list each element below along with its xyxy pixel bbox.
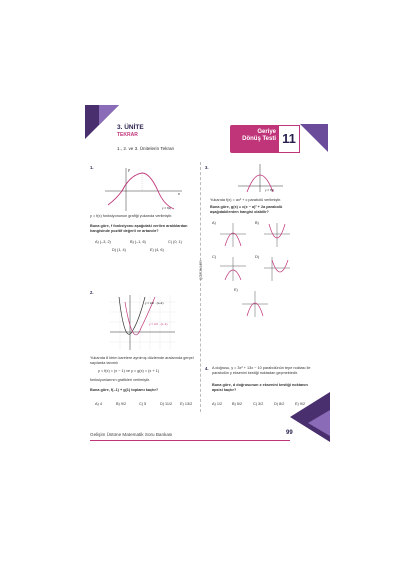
q3-option-c-graph — [218, 256, 248, 282]
topic-line: 1., 2. ve 3. Ünitelerin Tekrarı — [117, 146, 175, 151]
q3-option-a-graph — [218, 222, 248, 248]
q2-option-c[interactable]: C) 5 — [139, 402, 147, 406]
q1-option-e[interactable]: E) (4, 6) — [150, 248, 164, 252]
q4-option-c[interactable]: C) 3/2 — [253, 402, 264, 406]
badge-number: 11 — [278, 125, 300, 153]
q3-option-e-graph — [240, 290, 270, 318]
q4-question: Buna göre, d doğrusunun x eksenini kestiği noktanın apsisi kaçtır? — [212, 383, 308, 392]
q3-option-e[interactable]: E) — [234, 288, 238, 292]
footer-rule — [90, 440, 290, 441]
unit-subtitle: TEKRAR — [117, 132, 138, 138]
q2-option-d[interactable]: D) 11/2 — [160, 402, 173, 406]
q3-option-d-graph — [262, 256, 292, 282]
q4-number: 4. — [205, 366, 209, 371]
q3-option-a[interactable]: A) — [212, 221, 216, 225]
q3-fn-label: y = f(x) — [265, 188, 275, 192]
q1-caption: y = f(x) fonksiyonunun grafiği yukarıda verilmiştir. — [90, 214, 173, 218]
q3-option-c[interactable]: C) — [212, 255, 217, 259]
q3-question: Buna göre, g(x) = c(x − a)² + 2a parabolü aşağıdakilerden hangisi olabilir? — [210, 205, 283, 214]
q2-graph — [105, 292, 180, 352]
vertical-brand: ÇÖZÜMLER — [199, 260, 203, 280]
q1-y-label: y — [128, 168, 130, 172]
q1-option-b[interactable]: B) (–1, 6) — [130, 240, 146, 244]
q2-line2-label: y = x/2 · (x−1) — [149, 322, 168, 326]
q2-equation: y = f(x) = (x − 1) ve y = g(x) = (x + 1) — [98, 369, 159, 373]
q1-number: 1. — [90, 165, 94, 170]
top-right-decoration — [300, 118, 330, 158]
unit-title: 3. ÜNİTE — [117, 124, 144, 131]
q2-option-a[interactable]: A) 4 — [95, 402, 102, 406]
book-title: Gelişim Üstüne Matematik Soru Bankası — [90, 432, 173, 437]
q2-caption2: fonksiyonlarının grafikleri verilmiştir. — [90, 378, 150, 382]
q3-caption: Yukarıda f(x) = ax² + c parabolü verilmiştir. — [210, 198, 282, 202]
q3-option-b[interactable]: B) — [255, 221, 259, 225]
q3-number: 3. — [205, 165, 209, 170]
q2-number: 2. — [90, 290, 94, 295]
q2-line1-label: y = x/2 · (x+1) — [145, 301, 164, 305]
q4-option-a[interactable]: A) 1/2 — [212, 402, 223, 406]
q1-option-c[interactable]: C) (0, 1) — [168, 240, 182, 244]
q4-text: A doğrusu, y = 3x² + 13x − 10 parabolünün tepe noktası ile parabolün y eksenini kestiği noktadan geçmektedir. — [212, 366, 311, 375]
badge-label: Geriye Dönüş Testi — [242, 129, 276, 142]
q1-x-label: x — [178, 192, 180, 196]
q2-option-b[interactable]: B) 9/2 — [116, 402, 127, 406]
q2-question: Buna göre, f(–1) + g(1) toplamı kaçtır? — [90, 388, 159, 392]
q2-caption: Yukarıda 8 birim karelere ayrılmış düzlemde aralarında gerçel sayılarda tanımlı — [90, 356, 194, 365]
page-number: 99 — [286, 430, 293, 436]
q4-option-d[interactable]: D) 8/2 — [274, 402, 285, 406]
q3-option-d[interactable]: D) — [255, 255, 260, 259]
q1-fn-label: y = f(x) — [162, 206, 172, 210]
q2-option-e[interactable]: E) 13/2 — [180, 402, 193, 406]
q1-question: Buna göre, f fonksiyonu aşağıdaki verilen aralıklardan hangisinde pozitif değerli ve artandır? — [90, 224, 188, 233]
q3-graph — [235, 162, 285, 194]
bottom-right-decoration — [290, 392, 330, 452]
q4-option-e[interactable]: E) 9/2 — [295, 402, 306, 406]
test-badge — [230, 125, 300, 153]
q1-option-a[interactable]: A) (–3, 2) — [95, 240, 111, 244]
q1-graph — [100, 165, 185, 213]
column-divider — [200, 162, 201, 412]
q4-option-b[interactable]: B) 5/2 — [232, 402, 243, 406]
q3-option-b-graph — [262, 222, 292, 248]
q1-option-d[interactable]: D) (1, 4) — [112, 248, 126, 252]
